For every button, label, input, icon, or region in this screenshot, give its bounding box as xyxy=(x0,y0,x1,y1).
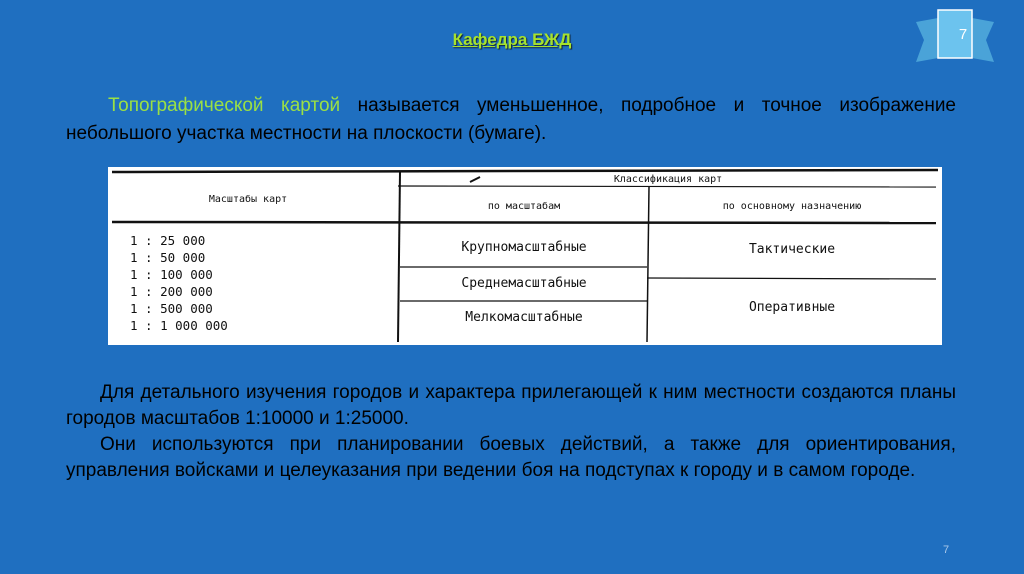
col-header-classification: Классификация карт xyxy=(613,174,723,185)
page-number: 7 xyxy=(942,544,950,556)
col-header-scales: Масштабы карт xyxy=(208,194,288,205)
scale-value: 1 : 200 000 xyxy=(130,284,213,299)
by-scale-large: Крупномасштабные xyxy=(461,240,587,255)
paragraph-city-plans xyxy=(66,380,956,432)
scale-value: 1 : 100 000 xyxy=(130,267,213,282)
by-scale-medium: Среднемасштабные xyxy=(461,276,587,291)
sub-header-by-scale: по масштабам xyxy=(487,201,561,212)
intro-definition: называется уменьшенное, подробное и точное изображение небольшого участка местности на плоскости (бумаге). xyxy=(66,95,956,144)
scale-value: 1 : 500 000 xyxy=(130,301,213,316)
paragraph-usage-text: Они используются при планировании боевых действий, а также для ориентирования, управления войсками и целеуказания при ведении боя на подступах к городу и в самом городе. xyxy=(66,434,956,481)
body-text xyxy=(66,380,956,484)
by-purpose-operational: Оперативные xyxy=(748,300,836,315)
paragraph-usage xyxy=(66,432,956,484)
term-highlight: Топографической картой xyxy=(108,95,341,116)
paragraph-city-plans-text: Для детального изучения городов и характера прилегающей к ним местности создаются планы городов масштабов 1:10000 и 1:25000. xyxy=(66,382,956,429)
scale-value: 1 : 1 000 000 xyxy=(130,318,228,333)
slide-number-badge: 7 xyxy=(958,26,968,43)
page-title: Кафедра БЖД xyxy=(452,30,572,49)
scale-value: 1 : 25 000 xyxy=(130,233,206,248)
by-purpose-tactical: Тактические xyxy=(748,242,836,257)
intro-paragraph xyxy=(66,92,956,148)
map-classification-table xyxy=(108,167,942,345)
scale-value: 1 : 50 000 xyxy=(130,250,206,265)
sub-header-by-purpose: по основному назначению xyxy=(722,201,862,212)
by-scale-small: Мелкомасштабные xyxy=(465,310,583,325)
